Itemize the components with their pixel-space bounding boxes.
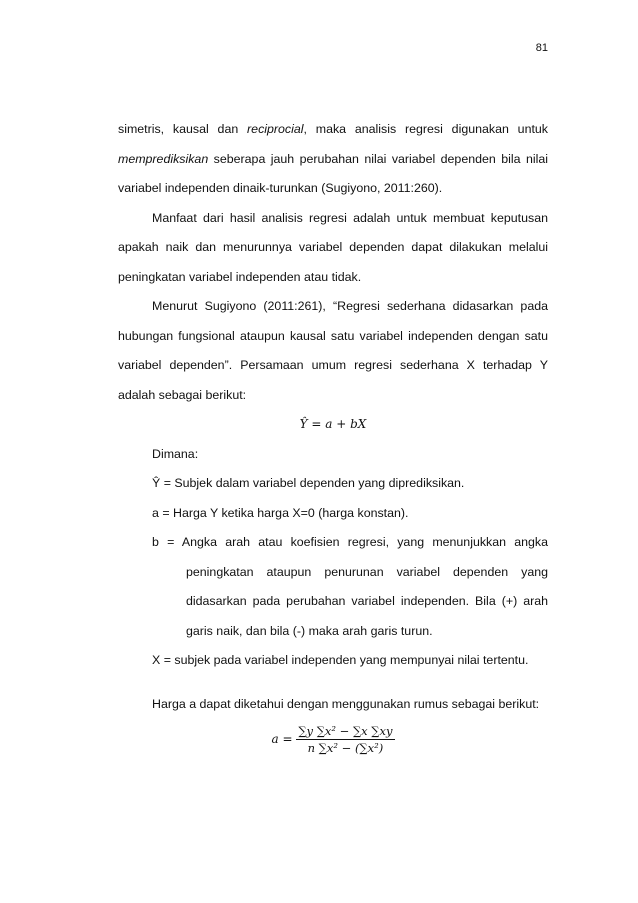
paragraph-1 <box>118 115 548 204</box>
definition-b: b = Angka arah atau koefisien regresi, yang menunjukkan angka peningkatan ataupun penurunan variabel dependen yang didasarkan pada perubahan variabel independen. Bila (+) arah garis naik, dan bila (-) maka arah garis turun. <box>152 535 548 638</box>
spacer <box>118 676 548 690</box>
body-text <box>118 115 548 756</box>
p1-italic-reciprocial: reciprocial <box>247 122 304 136</box>
p1-text-c: seberapa jauh perubahan nilai variabel dependen bila nilai variabel independen dinaik-turunkan (Sugiyono, 2011:260). <box>118 151 548 195</box>
paragraph-4: Harga a dapat diketahui dengan menggunakan rumus sebagai berikut: <box>152 696 540 711</box>
dimana-label: Dimana: <box>152 446 199 461</box>
formula-lhs: a = <box>271 732 293 746</box>
paragraph-3: Menurut Sugiyono (2011:261), “Regresi sederhana didasarkan pada hubungan fungsional ataupun kausal satu variabel independen dengan satu variabel dependen”. Persamaan umum regresi sederhana X terhadap Y adalah sebagai berikut: <box>118 299 548 402</box>
p1-text-b: , maka analisis regresi digunakan untuk <box>303 122 548 136</box>
paragraph-2: Manfaat dari hasil analisis regresi adalah untuk membuat keputusan apakah naik dan menurunnya variabel dependen dapat dilakukan melalui peningkatan variabel independen atau tidak. <box>118 210 548 284</box>
definition-y-hat: Ŷ = Subjek dalam variabel dependen yang diprediksikan. <box>152 476 465 490</box>
definition-x: X = subjek pada variabel independen yang mempunyai nilai tertentu. <box>152 653 529 667</box>
formula-numerator: ∑y ∑x² − ∑x ∑xy <box>298 724 393 738</box>
definition-a: a = Harga Y ketika harga X=0 (harga konstan). <box>152 505 409 520</box>
page-number: 81 <box>535 42 548 54</box>
formula-denominator: n ∑x² − (∑x²) <box>307 741 384 755</box>
p1-text-a: simetris, kausal dan <box>118 122 248 136</box>
formula-a <box>118 723 548 756</box>
regression-equation: Ŷ = a + bX <box>299 417 367 431</box>
p1-italic-memprediksikan: memprediksikan <box>118 151 209 166</box>
formula-fraction <box>296 723 394 756</box>
